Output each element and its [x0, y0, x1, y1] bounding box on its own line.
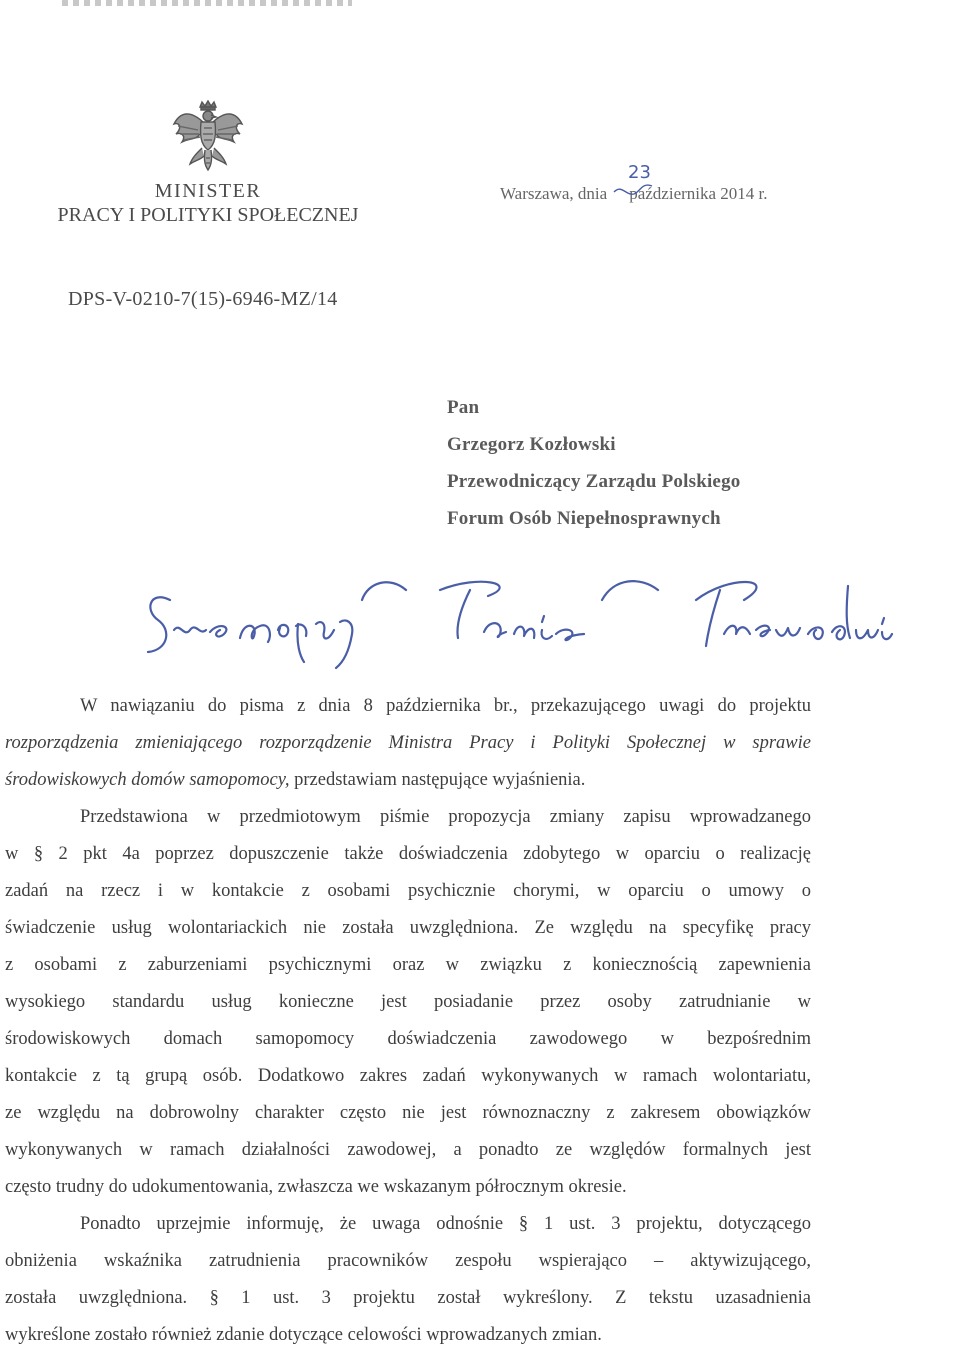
body-line-7: świadczenie usług wolontariackich nie została uwzględniona. Ze względu na specyfikę pracy	[5, 918, 811, 938]
handwritten-day: 23	[628, 162, 651, 183]
reference-number: DPS-V-0210-7(15)-6946-MZ/14	[68, 288, 338, 310]
handwritten-stroke-icon	[612, 176, 656, 200]
addressee-organization: Forum Osób Niepełnosprawnych	[447, 508, 721, 529]
place-date-prefix: Warszawa, dnia	[500, 184, 608, 203]
body-line-17: została uwzględniona. § 1 ust. 3 projektu został wykreślony. Z tekstu uzasadnienia	[5, 1288, 811, 1308]
body-line-1: W nawiązaniu do pisma z dnia 8 października br., przekazującego uwagi do projektu	[80, 696, 811, 716]
scan-artifact	[62, 0, 352, 6]
body-line-10: środowiskowych domach samopomocy doświadczenia zawodowego w bezpośrednim	[5, 1029, 811, 1049]
eagle-emblem-icon	[170, 98, 246, 174]
body-line-13: wykonywanych w ramach działalności zawodowej, a ponadto ze względów formalnych jest	[5, 1140, 811, 1160]
addressee-name: Grzegorz Kozłowski	[447, 434, 616, 455]
place-date-month-year: października 2014 r.	[629, 184, 768, 203]
body-line-5: w § 2 pkt 4a poprzez dopuszczenie także doświadczenia zdobytego w oparciu o realizację	[5, 844, 811, 864]
body-line-3-rest: przedstawiam następujące wyjaśnienia.	[289, 770, 586, 790]
body-line-8: z osobami z zaburzeniami psychicznymi oraz w związku z koniecznością zapewnienia	[5, 955, 811, 975]
body-line-3-italic: środowiskowych domów samopomocy,	[5, 770, 290, 790]
minister-title: MINISTER	[154, 180, 262, 202]
body-line-14: często trudny do udokumentowania, zwłaszcza we wskazanym półrocznym okresie.	[5, 1177, 627, 1197]
addressee-position: Przewodniczący Zarządu Polskiego	[447, 471, 741, 492]
handwritten-salutation	[140, 560, 920, 680]
body-line-16: obniżenia wskaźnika zatrudnienia pracowników zespołu wspierająco – aktywizującego,	[5, 1251, 811, 1271]
addressee-title: Pan	[447, 397, 480, 418]
body-line-2-text: rozporządzenia zmieniającego rozporządzenie Ministra Pracy i Polityki Społecznej w sprawie	[5, 733, 811, 753]
place-date	[500, 162, 768, 204]
ministry-name: PRACY I POLITYKI SPOŁECZNEJ	[57, 204, 359, 226]
body-line-6: zadań na rzecz i w kontakcie z osobami psychicznie chorymi, w oparciu o umowy o	[5, 881, 811, 901]
body-line-4: Przedstawiona w przedmiotowym piśmie propozycja zmiany zapisu wprowadzanego	[80, 807, 811, 827]
body-line-12: ze względu na dobrowolny charakter często nie jest równoznaczny z zakresem obowiązków	[5, 1103, 811, 1123]
body-line-18: wykreślone zostało również zdanie dotyczące celowości wprowadzanych zmian.	[5, 1325, 602, 1345]
body-line-2	[5, 730, 811, 756]
body-line-9: wysokiego standardu usług konieczne jest posiadanie przez osoby zatrudnianie w	[5, 992, 811, 1012]
body-line-15: Ponadto uprzejmie informuję, że uwaga odnośnie § 1 ust. 3 projektu, dotyczącego	[80, 1214, 811, 1234]
body-line-3	[5, 767, 811, 793]
body-line-11: kontakcie z tą grupą osób. Dodatkowo zakres zadań wykonywanych w ramach wolontariatu,	[5, 1066, 811, 1086]
